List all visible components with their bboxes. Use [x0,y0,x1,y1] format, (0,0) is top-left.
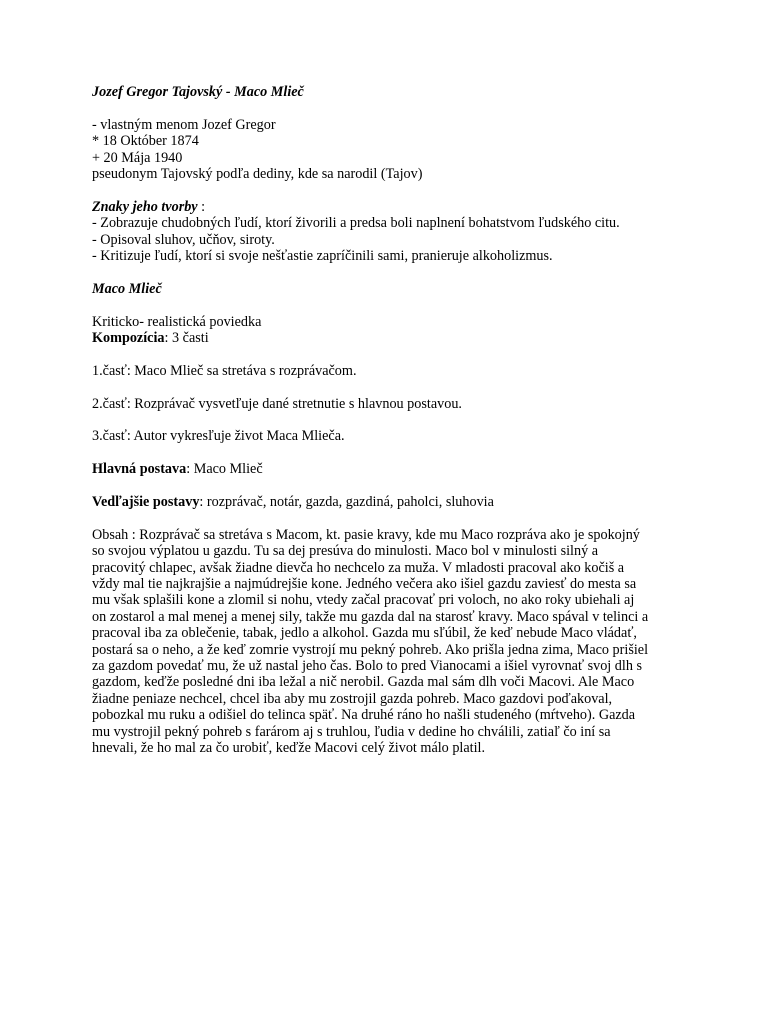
bio-line-died: + 20 Mája 1940 [92,149,183,166]
kompozicia-value: : 3 časti [164,330,209,347]
bio-line-real-name: - vlastným menom Jozef Gregor [92,116,276,133]
znaky-heading: Znaky jeho tvorby [92,198,198,215]
vedlajsie-postavy-label: Vedľajšie postavy [92,494,200,511]
obsah-line: gazdom, keďže posledné dni iba ležal a nič nerobil. Gazda mal sám dlh voči Macovi. Ale Maco [92,674,635,691]
obsah-line: mu však splašili kone a zlomil si nohu, vtedy začal pracovať pri voloch, no ako roky ubiehali aj [92,592,635,609]
spacer [92,510,692,526]
obsah-line: Obsah : Rozprávač sa stretáva s Macom, kt. pasie kravy, kde mu Maco rozpráva ako je spokojný [92,526,640,543]
znaky-heading-suffix: : [197,198,206,215]
obsah-line: žiadne peniaze nechcel, chcel iba aby mu zostrojil gazda pohreb. Maco gazdovi poďakoval, [92,690,613,707]
work-heading-block [92,281,692,297]
hlavna-postava-value: : Maco Mlieč [186,461,263,478]
znaky-section [92,199,692,265]
obsah-line: on zostarol a mal menej a menej sily, takže mu gazda dal na starosť kravy. Maco spával v telinci a [92,608,649,625]
part-line: 1.časť: Maco Mlieč sa stretáva s rozprávačom. [92,362,357,379]
obsah-line: postará sa o neho, a že keď zomrie vystrojí mu pekný pohreb. Ako prišla jedna zima, Maco prišiel [92,641,649,658]
spacer [92,379,692,395]
bio-line-born: * 18 Október 1874 [92,133,199,150]
kompozicia-line [92,330,692,346]
bio-section [92,117,692,183]
znaky-heading-line [92,199,692,215]
work-heading: Maco Mlieč [92,280,162,297]
obsah-line: so svojou výplatou u gazdu. Tu sa dej presúva do minulosti. Maco bol v minulosti silný a [92,543,599,560]
obsah-line: pracovitý chlapec, avšak žiadne dievča ho nechcelo za muža. V mladosti pracoval ako kočiš a [92,559,625,576]
part-line: 2.časť: Rozprávač vysvetľuje dané stretnutie s hlavnou postavou. [92,395,462,412]
vedlajsie-postavy-value: : rozprávač, notár, gazda, gazdiná, paholci, sluhovia [199,494,494,511]
kompozicia-label: Kompozícia [92,330,165,347]
spacer [92,412,692,428]
znaky-item: - Zobrazuje chudobných ľudí, ktorí živorili a predsa boli naplnení bohatstvom ľudského citu. [92,215,620,232]
spacer [92,297,692,313]
work-genre: Kriticko- realistická poviedka [92,313,262,330]
obsah-line: za gazdom povedať mu, že už nastal jeho čas. Bolo to pred Vianocami a išiel vyrovnať svoj dlh s [92,658,642,675]
bio-line-pseudonym: pseudonym Tajovský podľa dediny, kde sa narodil (Tajov) [92,166,423,183]
obsah-paragraph [92,527,692,757]
spacer [92,182,692,198]
obsah-line: vždy mal tie najkrajšie a najmúdrejšie kone. Jedného večera ako išiel gazdu zaviesť do mesta sa [92,576,637,593]
document-title: Jozef Gregor Tajovský - Maco Mlieč [92,84,304,100]
hlavna-postava-line [92,461,692,477]
vedlajsie-postavy-line [92,494,692,510]
obsah-line: mu vystrojil pekný pohreb s farárom aj s truhlou, ľudia v dedine ho chválili, zatiaľ čo iní sa [92,723,611,740]
spacer [92,445,692,461]
spacer [92,264,692,280]
znaky-item: - Kritizuje ľudí, ktorí si svoje nešťastie zapríčinili sami, pranieruje alkoholizmus. [92,248,553,265]
work-info [92,314,692,347]
part-line: 3.časť: Autor vykresľuje život Maca Mlieča. [92,428,345,445]
spacer [92,346,692,362]
spacer [92,100,692,116]
obsah-line: pobozkal mu ruku a odišiel do telinca späť. Na druhé ráno ho našli studeného (mŕtveho). Gazda [92,707,636,724]
document-title-block [92,84,692,100]
obsah-line: pracoval iba za oblečenie, tabak, jedlo a alkohol. Gazda mu sľúbil, že keď nebude Maco vládať, [92,625,637,642]
document-page [92,84,692,757]
obsah-line: hnevali, že ho mal za čo urobiť, keďže Macovi celý život málo platil. [92,740,486,757]
znaky-item: - Opisoval sluhov, učňov, siroty. [92,231,275,248]
spacer [92,478,692,494]
hlavna-postava-label: Hlavná postava [92,461,187,478]
